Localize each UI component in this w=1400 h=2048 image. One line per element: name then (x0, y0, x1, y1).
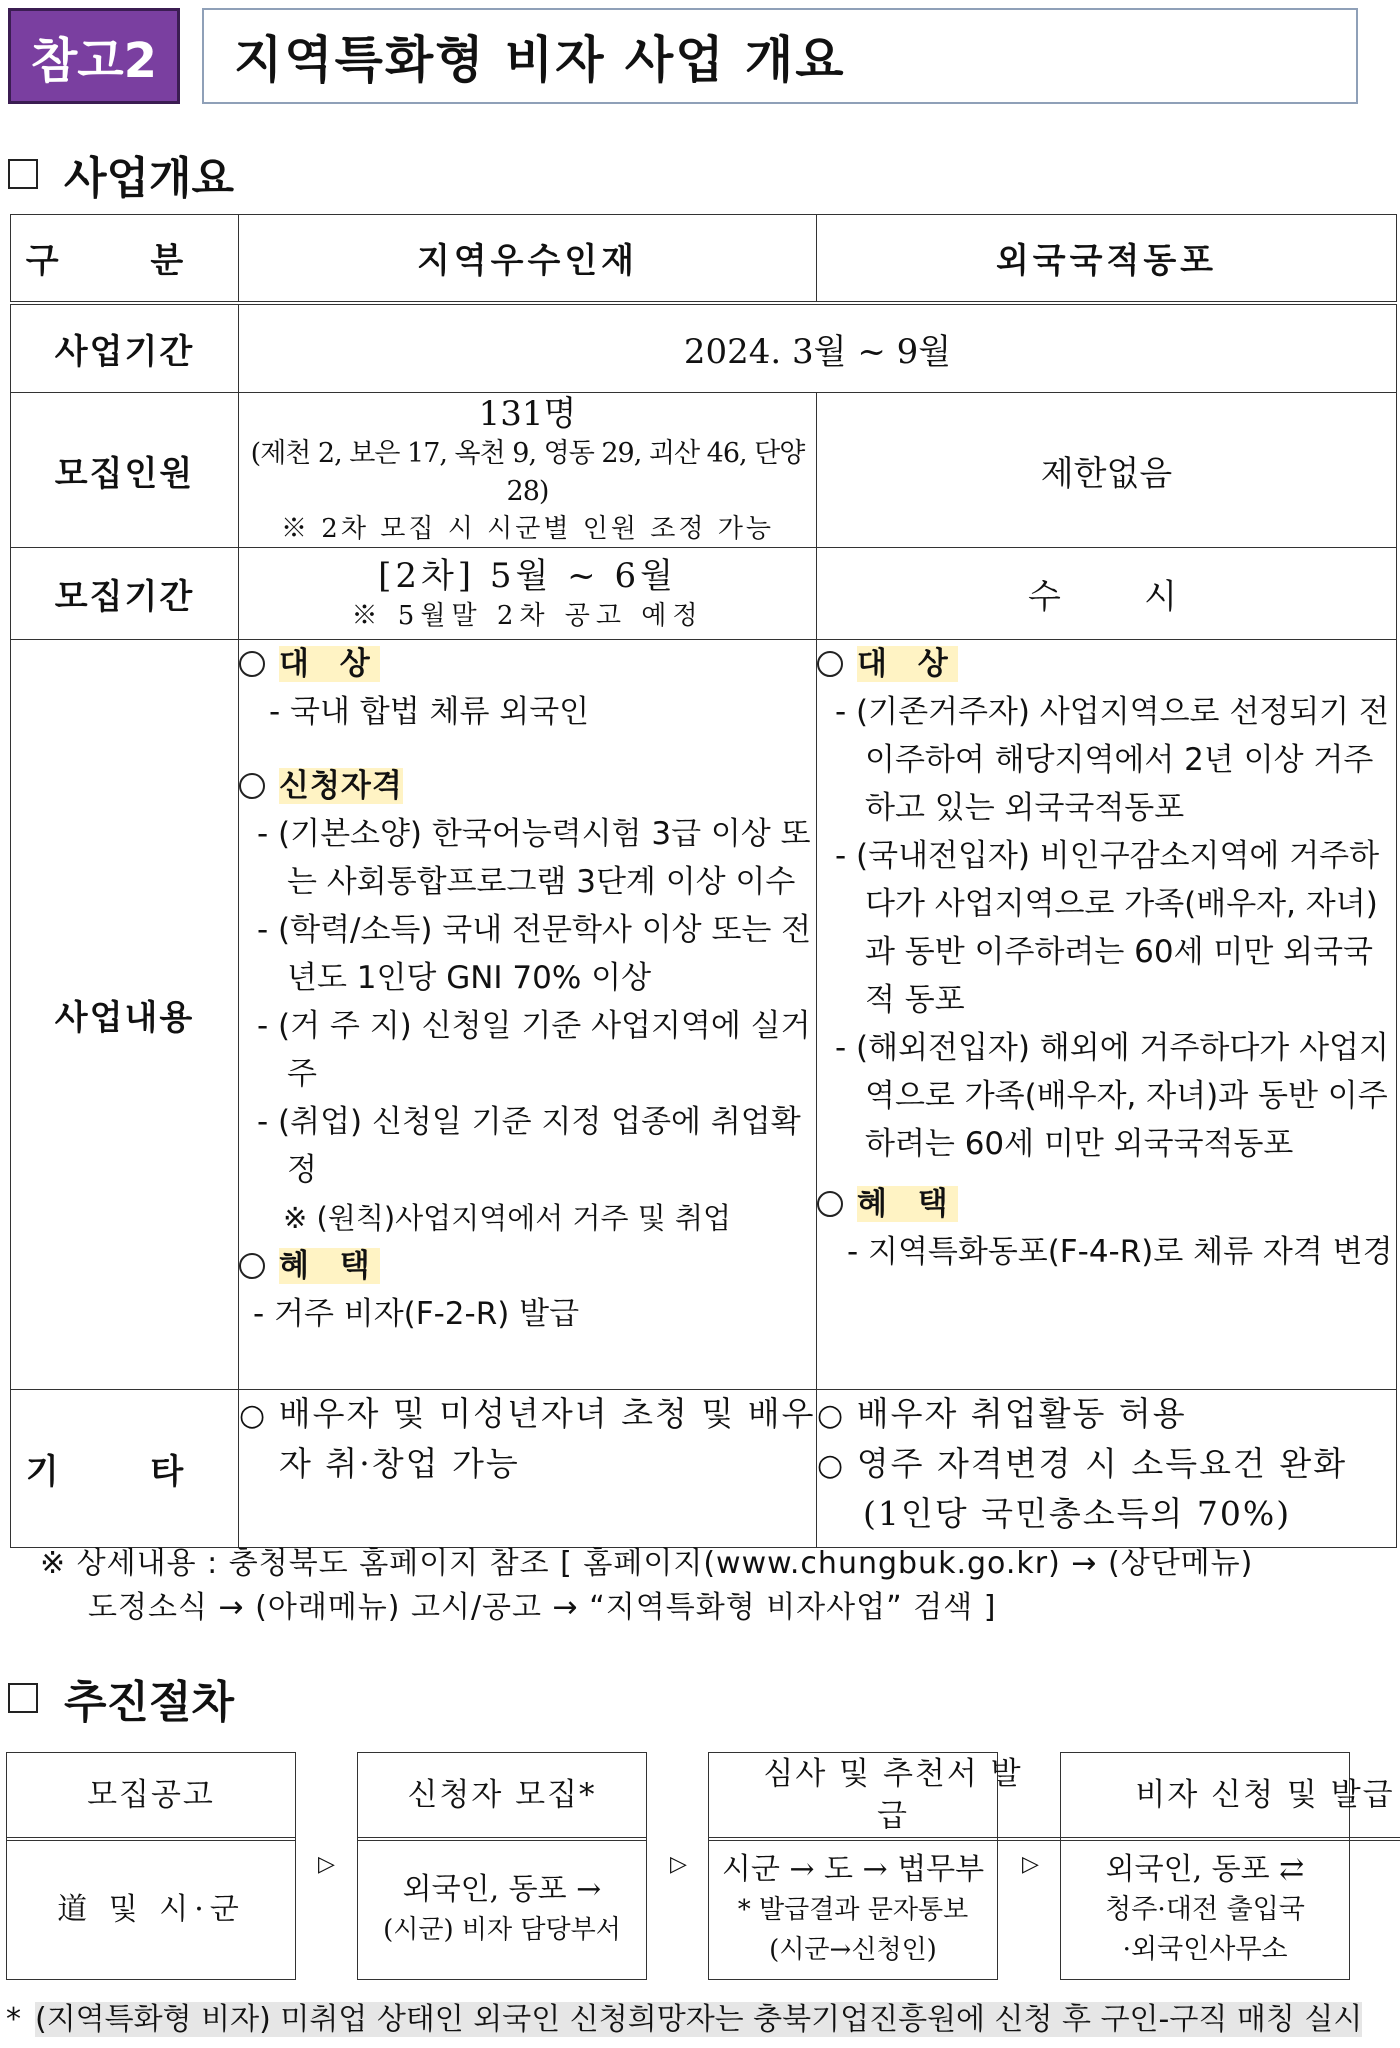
table-row (11, 393, 1397, 548)
table-row (11, 640, 1397, 1390)
table-row (11, 1390, 1397, 1548)
step-title: 모집공고 (7, 1753, 295, 1841)
table-row (11, 215, 1397, 303)
list-item: - (학력/소득) 국내 전문학사 이상 또는 전년도 1인당 GNI 70% 이상 (257, 912, 812, 996)
process-step-1 (6, 1752, 296, 1980)
list-item: - 국내 합법 체류 외국인 (269, 694, 590, 730)
step-detail: (시군→신청인) (769, 1935, 937, 1965)
list-item: - (기존거주자) 사업지역으로 선정되기 전 이주하여 해당지역에서 2년 이상 거주하고 있는 외국국적동포 (835, 694, 1389, 826)
row-label-recruit: 모집인원 (11, 393, 239, 548)
detail-note (40, 1542, 1380, 1630)
circle-bullet-icon (817, 651, 843, 677)
step-detail: 외국인, 동포 ⇄ (1105, 1852, 1305, 1887)
process-step-4 (1060, 1752, 1395, 1980)
list-item: - (거 주 지) 신청일 기준 사업지역에 실거주 (257, 1008, 811, 1092)
step-title: 비자 신청 및 발급 (1061, 1753, 1400, 1841)
row-label-etc: 기 타 (11, 1390, 239, 1548)
process-arrow-icon: ▷ (1022, 1852, 1039, 1877)
header-overseas-korean: 외국국적동포 (817, 215, 1397, 303)
section-title: 사업개요 (64, 153, 235, 204)
circle-bullet-icon (239, 1253, 265, 1279)
list-item: - 거주 비자(F-2-R) 발급 (253, 1296, 580, 1332)
section-heading-overview (8, 142, 234, 206)
row-label-recruit-period: 모집기간 (11, 548, 239, 640)
step-detail: 시군 → 도 → 법무부 (721, 1852, 985, 1887)
recruit-period-note: ※ 5월말 2차 공고 예정 (351, 600, 704, 631)
content-col1 (239, 640, 817, 1390)
step-title: 신청자 모집* (358, 1753, 646, 1841)
note-line-1: ※ 상세내용 : 충청북도 홈페이지 참조 [ 홈페이지(www.chungbuk.go.kr) → (상단메뉴) (40, 1546, 1254, 1581)
row-label-content: 사업내용 (11, 640, 239, 1390)
recruit-col1 (239, 393, 817, 548)
circle-bullet-icon (239, 773, 265, 799)
list-item (239, 640, 816, 688)
process-arrow-icon: ▷ (318, 1852, 335, 1877)
list-item: ※ (원칙)사업지역에서 거주 및 취업 (283, 1201, 731, 1235)
checkbox-square-icon (8, 1683, 38, 1713)
header-category: 구 분 (11, 215, 239, 303)
list-item (239, 762, 816, 810)
reference-badge: 참고2 (8, 8, 180, 104)
process-step-2 (357, 1752, 647, 1980)
step-detail: (시군) 비자 담당부서 (383, 1915, 621, 1945)
list-item: - (국내전입자) 비인구감소지역에 거주하다가 사업지역으로 가족(배우자, 자녀)과 동반 이주하려는 60세 미만 외국국적 동포 (835, 838, 1380, 1018)
qualification-heading: 신청자격 (279, 768, 403, 804)
step-detail: 청주·대전 출입국 (1105, 1894, 1305, 1925)
table-row (11, 548, 1397, 640)
etc-col2 (817, 1390, 1397, 1548)
content-col2 (817, 640, 1397, 1390)
target-heading: 대 상 (279, 646, 380, 682)
page-title: 지역특화형 비자 사업 개요 (202, 8, 1358, 104)
circle-bullet-icon (817, 1191, 843, 1217)
list-item: ○ 배우자 및 미성년자녀 초청 및 배우자 취·창업 가능 (239, 1394, 816, 1483)
list-item: - (취업) 신청일 기준 지정 업종에 취업확정 (257, 1104, 801, 1188)
benefit-heading: 혜 택 (857, 1186, 958, 1222)
recruit-col2: 제한없음 (817, 393, 1397, 548)
header-regional-talent: 지역우수인재 (239, 215, 817, 303)
footnote-text: (지역특화형 비자) 미취업 상태인 외국인 신청희망자는 충북기업진흥원에 신청 후 구인-구직 매칭 실시 (35, 2002, 1363, 2037)
footnote-star: * (6, 2002, 21, 2037)
checkbox-square-icon (8, 159, 38, 189)
list-item: ○ 영주 자격변경 시 소득요건 완화 (817, 1444, 1348, 1483)
step-detail: 외국인, 동포 → (402, 1872, 602, 1907)
process-step-3 (708, 1752, 1023, 1980)
list-item: - (해외전입자) 해외에 거주하다가 사업지역으로 가족(배우자, 자녀)과 동반 이주하려는 60세 미만 외국국적동포 (835, 1030, 1389, 1162)
step-detail: * 발급결과 문자통보 (737, 1895, 969, 1925)
etc-col1 (239, 1390, 817, 1548)
period-value: 2024. 3월 ~ 9월 (239, 303, 1397, 393)
recruit-count: 131명 (478, 394, 577, 434)
list-item: - (기본소양) 한국어능력시험 3급 이상 또는 사회통합프로그램 3단계 이상 이수 (257, 816, 811, 900)
list-item: ○ 배우자 취업활동 허용 (817, 1394, 1187, 1433)
process-arrow-icon: ▷ (670, 1852, 687, 1877)
footnote (6, 1994, 1396, 2038)
etc-col2-text-2: 영주 자격변경 시 소득요건 완화 (856, 1444, 1348, 1483)
recruit-detail: (제천 2, 보은 17, 옥천 9, 영동 29, 괴산 46, 단양 28) (250, 438, 805, 507)
list-item (239, 1242, 816, 1290)
step-detail: ·외국인사무소 (1122, 1934, 1288, 1965)
list-item (817, 640, 1396, 688)
list-item: (1인당 국민총소득의 70%) (863, 1494, 1292, 1533)
etc-col2-text-1: 배우자 취업활동 허용 (856, 1394, 1187, 1433)
row-label-period: 사업기간 (11, 303, 239, 393)
note-line-2: 도정소식 → (아래메뉴) 고시/공고 → “지역특화형 비자사업” 검색 ] (88, 1590, 997, 1625)
section-heading-procedure (8, 1666, 234, 1730)
list-item (817, 1180, 1396, 1228)
recruit-period-col1 (239, 548, 817, 640)
recruit-period-col2: 수 시 (817, 548, 1397, 640)
step-detail: 道 및 시·군 (57, 1892, 245, 1927)
etc-col1-text: 배우자 및 미성년자녀 초청 및 배우자 취·창업 가능 (278, 1394, 816, 1483)
circle-bullet-icon (239, 651, 265, 677)
list-item: - 지역특화동포(F-4-R)로 체류 자격 변경 (847, 1234, 1393, 1270)
benefit-heading: 혜 택 (279, 1248, 380, 1284)
target-heading: 대 상 (857, 646, 958, 682)
recruit-period-main: [2차] 5월 ~ 6월 (378, 555, 677, 596)
recruit-note: ※ 2차 모집 시 시군별 인원 조정 가능 (281, 514, 774, 544)
step-title: 심사 및 추천서 발급 (709, 1753, 1077, 1841)
overview-table (10, 214, 1397, 1548)
table-row (11, 303, 1397, 393)
section-title: 추진절차 (64, 1677, 235, 1728)
